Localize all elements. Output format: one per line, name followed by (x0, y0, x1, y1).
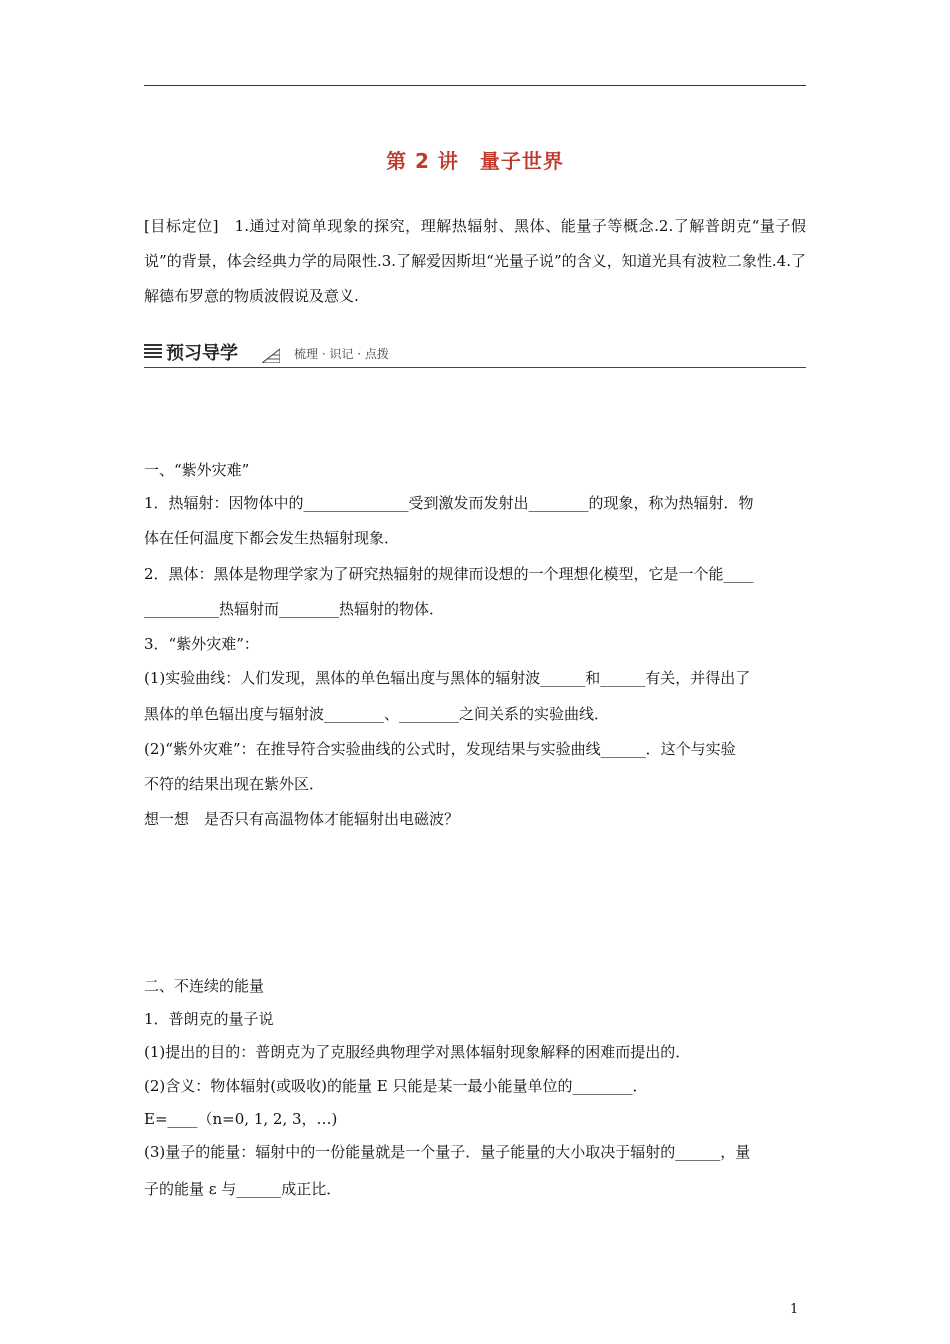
paragraph: 1．普朗克的量子说 (144, 1010, 274, 1028)
paragraph: (1)实验曲线：人们发现，黑体的单色辐出度与黑体的辐射波______和______有关，并得出了 (144, 669, 751, 687)
paragraph: (2)含义：物体辐射(或吸收)的能量 E 只能是某一最小能量单位的________． (144, 1077, 648, 1095)
paragraph: (1)提出的目的：普朗克为了克服经典物理学对黑体辐射现象解释的困难而提出的． (144, 1043, 691, 1061)
banner-label: 预习导学 (166, 343, 238, 364)
stripes-icon (144, 344, 162, 360)
header-rule (144, 85, 806, 86)
paragraph: (2)“紫外灾难”：在推导符合实验曲线的公式时，发现结果与实验曲线______．这个与实验 (144, 740, 736, 758)
lesson-title: 第 2 讲 量子世界 (386, 149, 564, 173)
think-prompt: 想一想 是否只有高温物体才能辐射出电磁波？ (144, 810, 460, 828)
learning-objectives: [目标定位] 1.通过对简单现象的探究，理解热辐射、黑体、能量子等概念.2.了解普朗克“量子假说”的背景，体会经典力学的局限性.3.了解爱因斯坦“光量子说”的含义，知道光具有波粒二象性.4.了解德布罗意的物质波假说及意义. (144, 217, 806, 305)
paragraph: 3．“紫外灾难”： (144, 635, 259, 653)
section-2-heading: 二、不连续的能量 (144, 977, 265, 995)
page-number: 1 (790, 1302, 799, 1317)
paragraph: 体在任何温度下都会发生热辐射现象． (144, 529, 400, 547)
paragraph: 不符的结果出现在紫外区． (144, 775, 325, 793)
triangle-icon (262, 345, 280, 363)
section-1-heading: 一、“紫外灾难” (144, 461, 250, 479)
paragraph: (3)量子的能量：辐射中的一份能量就是一个量子．量子能量的大小取决于辐射的______，量 (144, 1143, 751, 1161)
section-banner (144, 339, 806, 368)
paragraph: 子的能量 ε 与______成正比． (144, 1180, 342, 1198)
paragraph: __________热辐射而________热辐射的物体． (144, 600, 445, 618)
banner-subtitle: 梳理 · 识记 · 点拨 (294, 347, 389, 361)
formula: E=____（n=0, 1, 2, 3，…) (144, 1110, 338, 1128)
paragraph: 1．热辐射：因物体中的______________受到激发而发射出________的现象，称为热辐射．物 (144, 494, 754, 512)
paragraph: 黑体的单色辐出度与辐射波________、________之间关系的实验曲线． (144, 705, 610, 723)
paragraph: 2．黑体：黑体是物理学家为了研究热辐射的规律而设想的一个理想化模型，它是一个能____ (144, 565, 754, 583)
